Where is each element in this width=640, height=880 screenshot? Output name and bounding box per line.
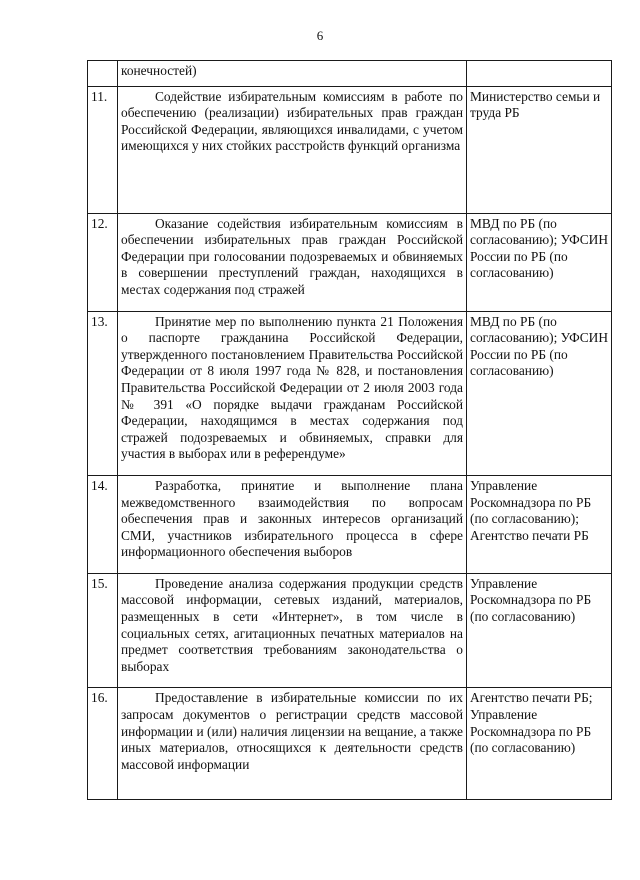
table-row (88, 311, 612, 475)
row-number: 11. (88, 86, 118, 213)
measures-table (87, 60, 612, 800)
table-row (88, 61, 612, 87)
row-number: 15. (88, 573, 118, 688)
continuation-text: конечностей) (118, 61, 467, 87)
page-number: 6 (316, 28, 324, 43)
measure-description: Разработка, принятие и выполнение плана межведомственного взаимодействия по вопросам обеспечения прав и законных интересов организаций СМИ, участников избирательного процесса в сфере информационного обеспечения выборов (118, 475, 467, 573)
measure-description: Оказание содействия избирательным комиссиям в обеспечении избирательных прав граждан Российской Федерации при голосовании подозреваемых и обвиняемых в совершении преступлений граждан, находящихся в местах содержания под стражей (118, 213, 467, 311)
measure-description: Принятие мер по выполнению пункта 21 Положения о паспорте гражданина Российской Федерации, утвержденного постановлением Правительства Российской Федерации от 8 июля 1997 года № 828, и постановления Правительства Российской Федерации от 2 июля 2003 года № 391 «О порядке выдачи гражданам Российской Федерации, находящимся в местах содержания под стражей подозреваемых и обвиняемых, справки для участия в выборах или в референдуме» (118, 311, 467, 475)
row-number: 16. (88, 688, 118, 800)
measure-description: Содействие избирательным комиссиям в работе по обеспечению (реализации) избирательных прав граждан Российской Федерации, являющихся инвалидами, с учетом имеющихся у них стойких расстройств функций организма (118, 86, 467, 213)
row-number: 13. (88, 311, 118, 475)
responsible-agency: Управление Роскомнадзора по РБ (по согласованию) (467, 573, 612, 688)
table-row (88, 475, 612, 573)
row-number: 12. (88, 213, 118, 311)
row-number-cell (88, 61, 118, 87)
measure-description: Предоставление в избирательные комиссии по их запросам документов о регистрации средств массовой информации и (или) наличия лицензии на вещание, а также иных материалов, относящихся к деятельности средств массовой информации (118, 688, 467, 800)
table-row (88, 213, 612, 311)
row-number: 14. (88, 475, 118, 573)
table-row (88, 573, 612, 688)
responsible-cell (467, 61, 612, 87)
table-row (88, 86, 612, 213)
responsible-agency: Управление Роскомнадзора по РБ (по согласованию); Агентство печати РБ (467, 475, 612, 573)
table-row (88, 688, 612, 800)
responsible-agency: МВД по РБ (по согласованию); УФСИН России по РБ (по согласованию) (467, 311, 612, 475)
responsible-agency: МВД по РБ (по согласованию); УФСИН России по РБ (по согласованию) (467, 213, 612, 311)
measure-description: Проведение анализа содержания продукции средств массовой информации, сетевых изданий, материалов, размещенных в сети «Интернет», в том числе в социальных сетях, агитационных печатных материалов на предмет соответствия требованиям законодательства о выборах (118, 573, 467, 688)
responsible-agency: Агентство печати РБ; Управление Роскомнадзора по РБ (по согласованию) (467, 688, 612, 800)
responsible-agency: Министерство семьи и труда РБ (467, 86, 612, 213)
